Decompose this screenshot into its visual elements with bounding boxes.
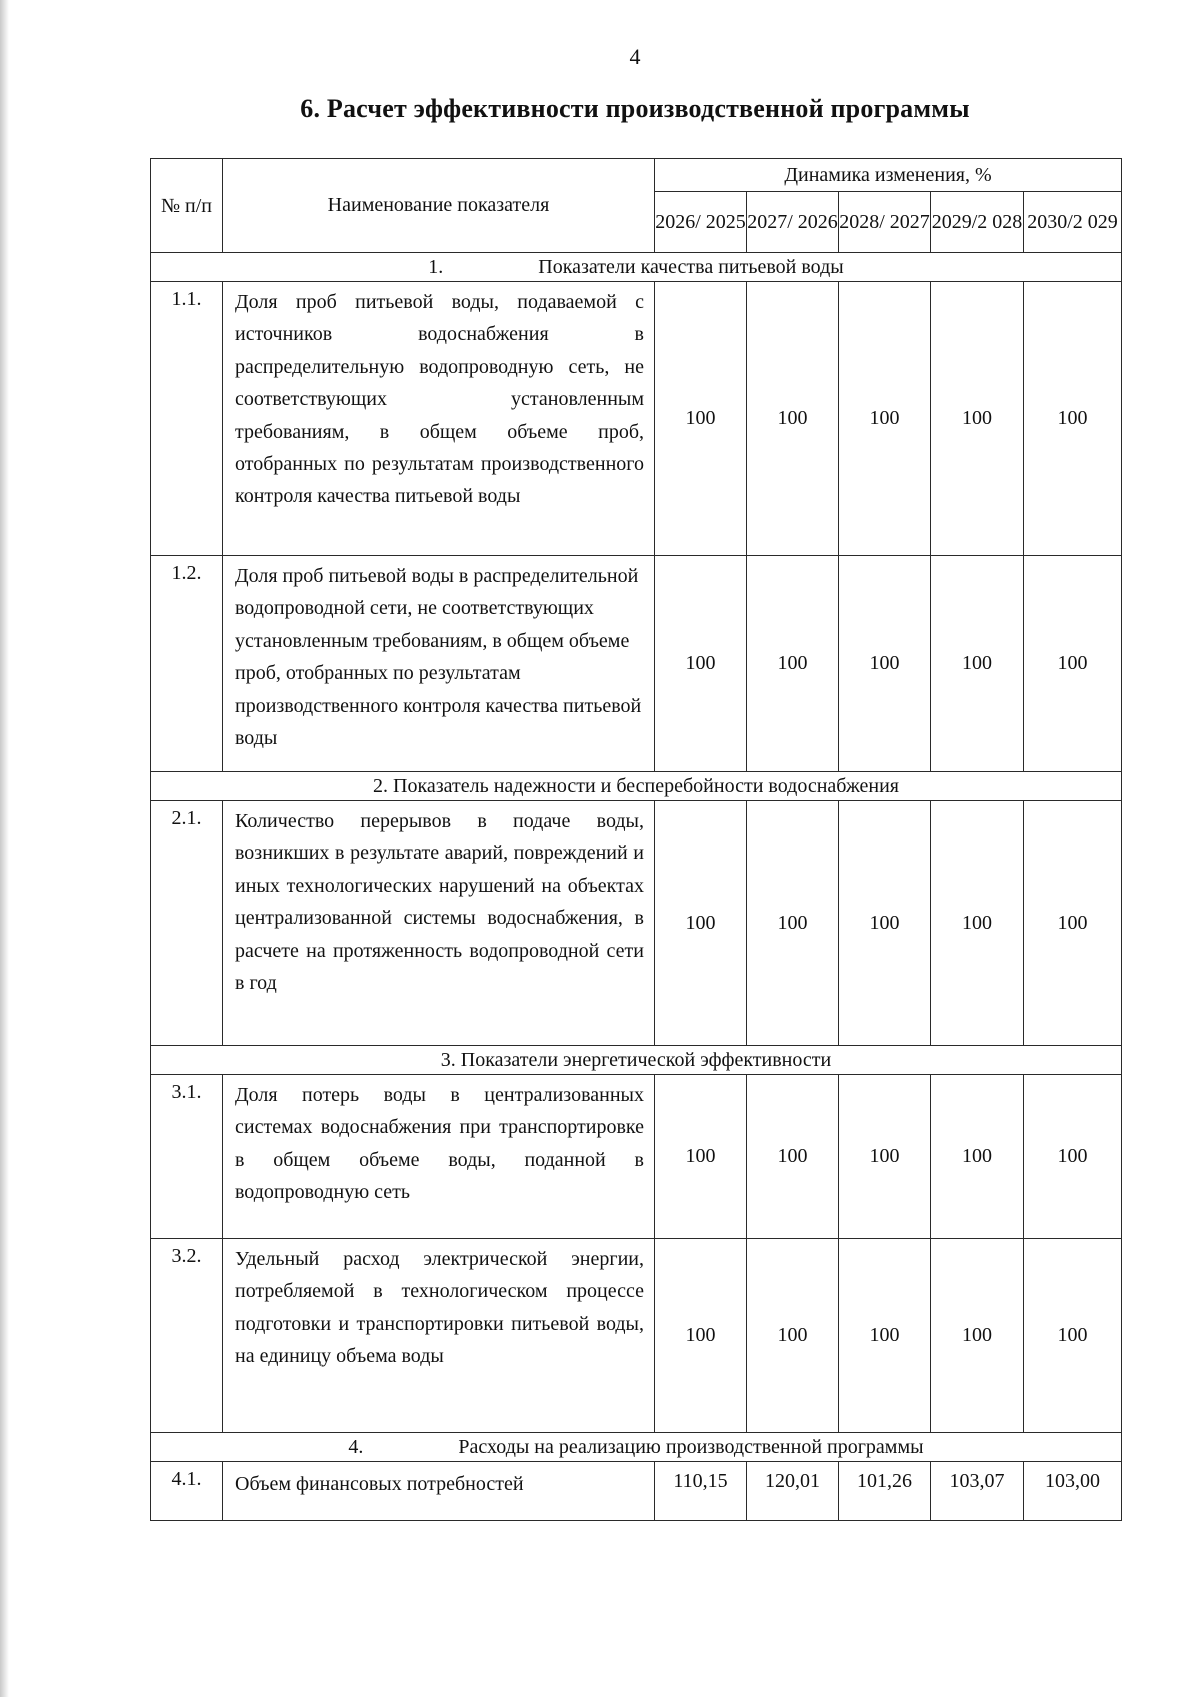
row-number: 3.1. (151, 1075, 223, 1239)
section-heading: 2. Показатель надежности и бесперебойности водоснабжения (151, 772, 1122, 801)
page-edge-shadow (0, 0, 9, 1697)
row-value: 100 (655, 1239, 747, 1433)
page-number: 4 (629, 44, 641, 69)
row-value: 100 (1024, 556, 1122, 772)
row-value: 100 (1024, 282, 1122, 556)
section-number: 4. (348, 1435, 364, 1458)
table-row (151, 801, 1122, 1046)
row-value: 100 (931, 556, 1024, 772)
header-dynamics: Динамика изменения, % (655, 159, 1122, 192)
header-year: 2027/ 2026 (747, 192, 839, 253)
row-value: 100 (655, 1075, 747, 1239)
row-value: 100 (747, 556, 839, 772)
row-value: 100 (655, 282, 747, 556)
page-title: 6. Расчет эффективности производственной программы (300, 94, 970, 123)
row-value: 100 (931, 801, 1024, 1046)
header-name: Наименование показателя (223, 159, 655, 253)
table-row (151, 282, 1122, 556)
row-value: 100 (1024, 1075, 1122, 1239)
row-number: 1.1. (151, 282, 223, 556)
row-value: 100 (839, 282, 931, 556)
section-heading: 3. Показатели энергетической эффективности (151, 1046, 1122, 1075)
row-value: 110,15 (655, 1462, 747, 1521)
row-value: 100 (1024, 801, 1122, 1046)
row-value: 100 (655, 556, 747, 772)
row-indicator-name: Количество перерывов в подаче воды, возникших в результате аварий, повреждений и иных технологических нарушений на объектах централизованной системы водоснабжения, в расчете на протяженность водопроводной сети в год (223, 801, 655, 1046)
row-value: 100 (931, 282, 1024, 556)
header-year: 2029/2 028 (931, 192, 1024, 253)
header-year: 2030/2 029 (1024, 192, 1122, 253)
row-value: 100 (1024, 1239, 1122, 1433)
table-row (151, 1239, 1122, 1433)
row-indicator-name: Доля проб питьевой воды в распределительной водопроводной сети, не соответствующих установленным требованиям, в общем объеме проб, отобранных по результатам производственного контроля качества питьевой воды (223, 556, 655, 772)
row-value: 103,07 (931, 1462, 1024, 1521)
table-row (151, 1462, 1122, 1521)
row-value: 100 (839, 556, 931, 772)
row-value: 100 (931, 1075, 1024, 1239)
row-value: 100 (839, 1239, 931, 1433)
row-value: 100 (747, 1075, 839, 1239)
row-indicator-name: Доля потерь воды в централизованных системах водоснабжения при транспортировке в общем объеме воды, поданной в водопроводную сеть (223, 1075, 655, 1239)
row-number: 1.2. (151, 556, 223, 772)
header-year: 2026/ 2025 (655, 192, 747, 253)
row-value: 100 (839, 1075, 931, 1239)
row-value: 100 (747, 282, 839, 556)
section-heading (151, 253, 1122, 282)
row-number: 3.2. (151, 1239, 223, 1433)
row-indicator-name: Доля проб питьевой воды, подаваемой с источников водоснабжения в распределительную водопроводную сеть, не соответствующих установленным требованиям, в общем объеме проб, отобранных по результатам производственного контроля качества питьевой воды (223, 282, 655, 556)
efficiency-table (150, 158, 1122, 1521)
row-value: 100 (747, 1239, 839, 1433)
row-number: 4.1. (151, 1462, 223, 1521)
row-value: 103,00 (1024, 1462, 1122, 1521)
section-title: Расходы на реализацию производственной программы (458, 1435, 924, 1458)
table-row (151, 1075, 1122, 1239)
section-number: 1. (428, 255, 444, 278)
table-row (151, 556, 1122, 772)
header-year: 2028/ 2027 (839, 192, 931, 253)
row-value: 120,01 (747, 1462, 839, 1521)
row-value: 100 (747, 801, 839, 1046)
row-number: 2.1. (151, 801, 223, 1046)
section-heading (151, 1433, 1122, 1462)
section-title: Показатели качества питьевой воды (538, 255, 844, 278)
row-value: 100 (931, 1239, 1024, 1433)
row-value: 100 (839, 801, 931, 1046)
row-value: 100 (655, 801, 747, 1046)
header-num: № п/п (151, 159, 223, 253)
row-indicator-name: Объем финансовых потребностей (223, 1462, 655, 1521)
row-indicator-name: Удельный расход электрической энергии, потребляемой в технологическом процессе подготовки и транспортировки питьевой воды, на единицу объема воды (223, 1239, 655, 1433)
row-value: 101,26 (839, 1462, 931, 1521)
